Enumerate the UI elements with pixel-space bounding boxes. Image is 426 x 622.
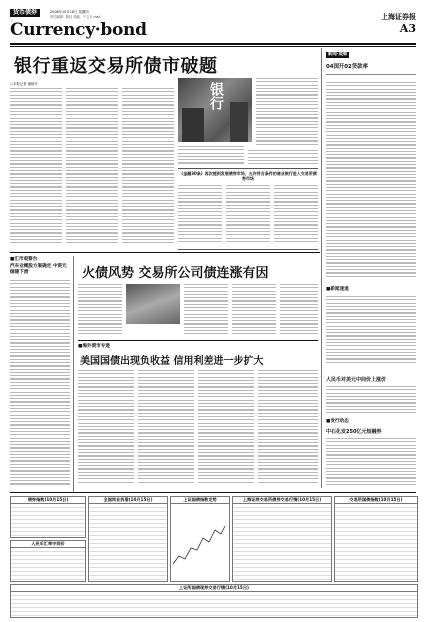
header-rule-thin [10, 46, 416, 47]
index-trend-line [171, 504, 227, 574]
secondary-tag: ■海外债市专递 [78, 344, 110, 349]
mid-story-col1 [78, 284, 122, 336]
bond-index-table [10, 496, 86, 538]
pull-quote-box [178, 168, 318, 250]
exchange-index-table [334, 496, 418, 582]
sse-bond-table [232, 496, 332, 582]
mid-left-col [10, 280, 70, 492]
right-column-text [326, 82, 416, 282]
main-story-col3 [122, 88, 174, 248]
table-title: 人民币汇率中间价 [11, 541, 85, 548]
photo-sign-text: 银行 [208, 82, 224, 110]
paper-name: 上海证券报 [381, 12, 416, 21]
right-tag-news: ■新闻速递 [326, 287, 349, 292]
table-title: 上证所国债现券交易行情(10月15日) [11, 585, 417, 592]
editor-line: 责任编辑：陈佳 美编：于文 E-mail： [50, 15, 104, 19]
right-column-divider [321, 48, 322, 488]
pull-quote-title: 《金融30条》再次提到发展债券市场，允许符合条件的商业银行进入交易所债券市场 [179, 171, 317, 181]
main-story-col4 [178, 146, 244, 166]
main-story-col2 [66, 88, 118, 248]
photo-building-shape [230, 102, 248, 142]
mid-band-rule [10, 252, 320, 253]
data-section-rule [10, 492, 416, 493]
mid-story-col4 [280, 284, 318, 336]
right-lower-item1: 人民币对美元中间价上涨价 [326, 377, 387, 383]
section-title: Currency·bond [10, 20, 147, 40]
page-number: A3 [399, 22, 416, 35]
secondary-headline: 美国国债出现负收益 信用利差进一步扩大 [80, 356, 264, 367]
sse-spot-table [10, 584, 418, 618]
table-title: 交易所国债指数(10月15日) [335, 497, 417, 504]
table-title: 全国同业拆借(10月15日) [89, 497, 167, 504]
mid-headline: 火债风势 交易所公司债连涨有因 [82, 266, 269, 281]
mid-band-tag: ■汇市观察台 [10, 257, 38, 262]
right-lower-text3 [326, 438, 416, 488]
photo-side-text [256, 78, 318, 148]
table-title: 上海证券交易所债券交易行情(10月15日) [233, 497, 331, 504]
photo-building-shape [182, 108, 204, 142]
main-photo [178, 78, 252, 142]
pull-quote-col3 [274, 185, 318, 245]
right-title-box [326, 74, 416, 81]
index-chart-box [170, 496, 230, 582]
mid-story-col3 [232, 284, 276, 336]
rmb-rate-table [10, 540, 86, 582]
secondary-rule [78, 340, 318, 341]
date-line: 2008年10月16日 星期四 [50, 10, 89, 14]
mid-story-col2 [184, 284, 228, 336]
secondary-col4 [258, 370, 318, 488]
right-tag-issue: ■发行动态 [326, 419, 349, 424]
pull-quote-col1 [178, 185, 222, 245]
right-badge: 新闻·观察 [328, 52, 348, 57]
pull-quote-col2 [226, 185, 270, 245]
secondary-col2 [138, 370, 194, 488]
table-title: 债券指数(10月15日) [11, 497, 85, 504]
section-tag: 货币债券 [10, 9, 40, 17]
mid-col-divider [73, 256, 74, 492]
secondary-col1 [78, 370, 134, 488]
interbank-table [88, 496, 168, 582]
right-title: 04国开02贷款率 [326, 64, 368, 70]
right-lower-text1 [326, 296, 416, 366]
main-byline: ○本报记者 谢晓冬 [10, 82, 38, 86]
mid-sub-headline: 汽车业概股方案确定 中资元储建下滑 [10, 264, 67, 275]
main-story-col1 [10, 88, 62, 248]
right-lower-text2 [326, 386, 416, 416]
table-title: 上证国债指数走势 [171, 497, 229, 504]
right-lower-item2: 中石化发250亿元短融券 [326, 429, 382, 435]
main-story-col5 [248, 150, 318, 166]
secondary-col3 [198, 370, 254, 488]
mid-story-photo [126, 284, 180, 324]
main-headline: 银行重返交易所债市破题 [14, 56, 218, 77]
header-rule [10, 43, 416, 45]
